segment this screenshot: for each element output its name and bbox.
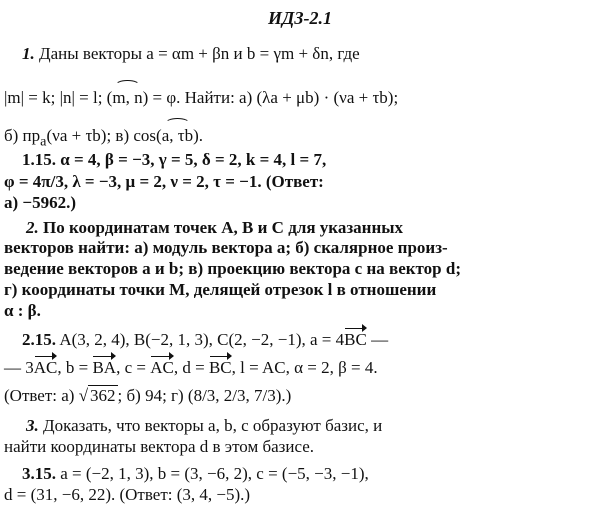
problem-3-line-2: найти координаты вектора d в этом базисе. [4, 437, 315, 456]
vector-ac-2: AC [150, 358, 174, 377]
problem-1-line-3 [4, 126, 600, 151]
variant-2-15-text-2c: , c = [116, 358, 151, 377]
problem-1-text-3b: (νa + τb); в) cos( [46, 126, 162, 145]
variant-2-15-text-2d: , d = [173, 358, 209, 377]
problem-2-line-3: ведение векторов a и b; в) проекцию вектора c на вектор d; [4, 259, 461, 278]
angle-a-tb: a, τb [161, 126, 194, 145]
variant-2-15-text-2b: , b = [57, 358, 93, 377]
problem-3-text-1: Доказать, что векторы a, b, c образуют базис, и [43, 416, 383, 435]
problem-2-line-5: α : β. [4, 301, 41, 320]
variant-2-15-line-2 [4, 358, 600, 378]
vector-ba: BA [92, 358, 117, 377]
variant-2-15-text-3b: ; б) 94; г) (8/3, 2/3, 7/3).) [117, 386, 292, 405]
sqrt-value: 362 [90, 386, 116, 405]
variant-1-15-line-1 [22, 150, 600, 170]
variant-1-15-text-1: α = 4, β = −3, γ = 5, δ = 2, k = 4, l = 7, [60, 150, 327, 169]
variant-3-15-line-2: d = (31, −6, 22). (Ответ: (3, 4, −5).) [4, 485, 251, 504]
problem-1-text-1: Даны векторы a = αm + βn и b = γm + δn, где [39, 44, 360, 63]
variant-3-15-number: 3.15. [22, 464, 56, 483]
angle-mn: m, n [112, 88, 143, 107]
variant-1-15-number: 1.15. [22, 150, 56, 169]
variant-2-15-line-3 [4, 385, 600, 406]
problem-1-text-2b: ) = φ. Найти: а) (λa + μb) · (νa + τb); [142, 88, 399, 107]
variant-2-15-text-1b: — [366, 330, 389, 349]
problem-3-line-1 [26, 416, 600, 436]
problem-2-line-4: г) координаты точки M, делящей отрезок l в отношении [4, 280, 437, 299]
variant-3-15-text-1: a = (−2, 1, 3), b = (3, −6, 2), c = (−5, −3, −1), [60, 464, 369, 483]
problem-2-text-1: По координатам точек A, B и C для указанных [43, 218, 404, 237]
variant-2-15-text-2a: — 3 [4, 358, 34, 377]
problem-3-number: 3. [26, 416, 39, 435]
variant-2-15-text-2e: , l = AC, α = 2, β = 4. [231, 358, 378, 377]
problem-2-line-2: векторов найти: а) модуль вектора a; б) скалярное произ- [4, 238, 448, 257]
problem-2-number: 2. [26, 218, 39, 237]
problem-1-line-2 [4, 88, 600, 108]
vector-ac: AC [33, 358, 58, 377]
vector-bc-2: BC [208, 358, 232, 377]
problem-2-line-1 [26, 218, 600, 238]
projection-subscript: a [40, 133, 47, 150]
variant-2-15-text-1a: A(3, 2, 4), B(−2, 1, 3), C(2, −2, −1), a = 4 [59, 330, 345, 349]
variant-3-15-line-1 [22, 464, 600, 484]
problem-1-text-3c: ). [193, 126, 203, 145]
page-title: ИДЗ-2.1 [268, 8, 332, 28]
variant-2-15-line-1 [22, 330, 600, 350]
problem-1-text-2a: |m| = k; |n| = l; ( [4, 88, 113, 107]
variant-2-15-number: 2.15. [22, 330, 56, 349]
problem-1-line-1 [22, 44, 600, 64]
problem-1-text-3a: б) пр [4, 126, 41, 145]
variant-1-15-line-2: φ = 4π/3, λ = −3, μ = 2, ν = 2, τ = −1. (Ответ: [4, 172, 324, 191]
variant-1-15-line-3: а) −5962.) [4, 193, 77, 212]
vector-bc: BC [344, 330, 367, 349]
variant-2-15-text-3a: (Ответ: а) √ [4, 386, 89, 405]
problem-1-number: 1. [22, 44, 35, 63]
